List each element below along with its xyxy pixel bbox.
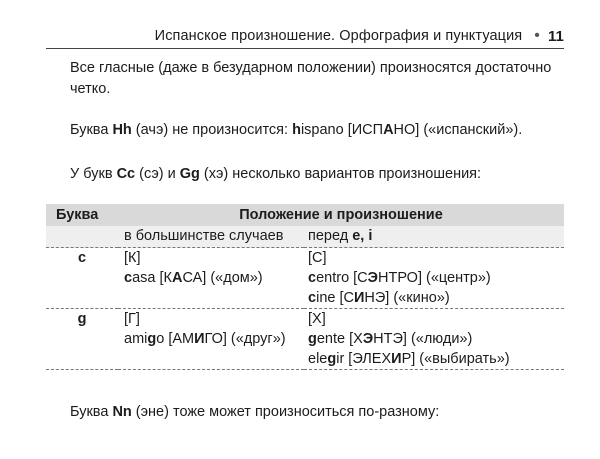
paragraph-letter-h: Буква Hh (ачэ) не произносится: hispano [ИСПАНО] («испанский»). — [70, 122, 523, 138]
header-separator-dot: • — [534, 27, 540, 44]
row-letter-c: c — [77, 250, 87, 266]
paragraph-letters-c-g: У букв Cc (сэ) и Gg (хэ) несколько вариантов произношения: — [70, 166, 482, 182]
running-header — [46, 24, 564, 49]
subheader-before-e-i: перед e, i — [304, 226, 564, 248]
header-title: Испанское произношение. Орфография и пунктуация — [154, 28, 523, 44]
cell-g-before-e-i: [Х] gente [ХЭНТЭ] («люди») elegir [ЭЛЕХИР] («выбирать») — [308, 311, 510, 367]
table-row — [46, 309, 564, 370]
row-letter-g: g — [77, 311, 87, 327]
page-number: 11 — [547, 27, 564, 45]
column-header-letter: Буква — [46, 204, 118, 226]
table-header-row — [46, 204, 564, 226]
paragraph-letter-n: Буква Nn (эне) тоже может произноситься по-разному: — [70, 404, 440, 420]
paragraph-vowels: Все гласные (даже в безударном положении) произносятся достаточно четко. — [70, 60, 552, 97]
cell-g-most-cases: [Г] amigo [АМИГО] («друг») — [124, 311, 286, 347]
table-subheader-row — [46, 226, 564, 248]
cell-c-before-e-i: [С] centro [СЭНТРО] («центр») cine [СИНЭ] («кино») — [308, 250, 491, 306]
column-header-position: Положение и произношение — [118, 204, 564, 226]
table-row — [46, 248, 564, 309]
pronunciation-table — [46, 204, 564, 370]
cell-c-most-cases: [К] casa [КАСА] («дом») — [124, 250, 263, 286]
subheader-most-cases: в большинстве случаев — [118, 226, 304, 248]
subheader-empty — [46, 226, 118, 248]
